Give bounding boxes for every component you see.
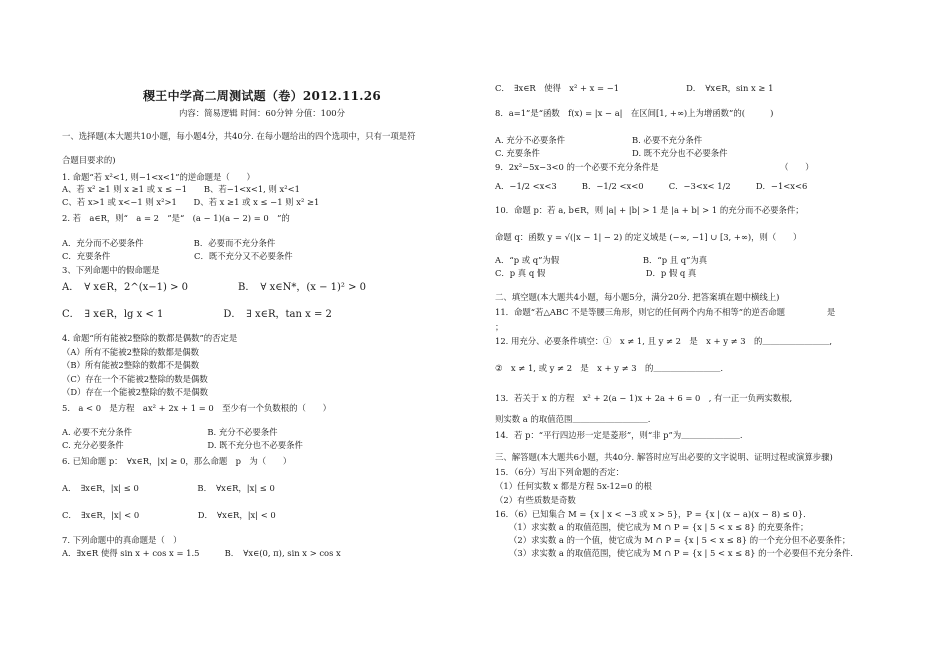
question-10-proposition-p: 10．命题 p：若 a, b∈R，则 |a| + |b| > 1 是 |a + b| > 1 的充分而不必要条件；: [495, 205, 804, 215]
section-2-heading: 二、填空题(本大题共4小题，每小题5分，满分20分. 把答案填在题中横线上): [495, 292, 780, 302]
question-1-options-cd: C、若 x>1 或 x<−1 则 x²>1 D、若 x ≥1 或 x ≤ −1 则 x² ≥1: [62, 197, 320, 207]
question-7: 7. 下列命题中的真命题是（ ）: [62, 535, 182, 545]
question-8: 8．a=1”是“函数 f(x) = |x − a| 在区间[1, +∞)上为增函数”的( ): [495, 108, 774, 118]
question-12-part-1: 12. 用充分、必要条件填空：① x ≠ 1, 且 y ≠ 2 是 x + y ≠ 3 的＿＿＿＿＿＿＿＿,: [495, 336, 833, 346]
question-4-option-d: （D）存在一个能被2整除的数不是偶数: [62, 387, 209, 397]
question-16: 16．（6）已知集合 M = {x | x < −3 或 x > 5}，P = {x | (x − a)(x − 8) ≤ 0}．: [495, 509, 812, 519]
question-2: 2. 若 a∈R，则“ a = 2 ”是“ (a − 1)(a − 2) = 0 ”的: [62, 213, 290, 223]
question-16-part-1: （1）求实数 a 的取值范围，使它成为 M ∩ P = {x | 5 < x ≤ 8} 的充要条件；: [509, 522, 809, 532]
question-1: 1. 命题“若 x²<1, 则−1<x<1”的逆命题是（ ）: [62, 172, 255, 182]
question-5-options-cd: C. 充分必要条件 D. 既不充分也不必要条件: [62, 440, 303, 450]
question-9: 9．2x²−5x−3<0 的一个必要不充分条件是 （ ）: [495, 162, 814, 172]
question-6: 6. 已知命题 p： ∀x∈R，|x| ≥ 0，那么命题 p 为（ ）: [62, 456, 292, 466]
question-1-options-ab: A、若 x² ≥1 则 x ≥1 或 x ≤ −1 B、若−1<x<1, 则 x²<1: [62, 184, 300, 194]
question-16-part-2: （2）求实数 a 的一个值，使它成为 M ∩ P = {x | 5 < x ≤ 8} 的一个充分但不必要条件；: [509, 535, 851, 545]
question-4-option-c: （C）存在一个不能被2整除的数是偶数: [62, 374, 208, 384]
question-13: 13．若关于 x 的方程 x² + 2(a − 1)x + 2a + 6 = 0 , 有一正一负两实数根,: [495, 393, 793, 403]
question-7-options-ab: A．∃x∈R 使得 sin x + cos x = 1.5 B． ∀x∈(0, π), sin x > cos x: [62, 548, 341, 558]
question-12-part-2: ② x ≠ 1, 或 y ≠ 2 是 x + y ≠ 3 的＿＿＿＿＿＿＿＿.: [495, 363, 724, 373]
question-11-cont: ；: [495, 322, 504, 332]
question-3: 3、下列命题中的假命题是: [62, 265, 160, 275]
question-2-options-cd: C．充要条件 C．既不充分又不必要条件: [62, 251, 293, 261]
question-3-options-ab: A． ∀ x∈R，2^(x−1) > 0 B． ∀ x∈N*，(x − 1)² > 0: [62, 282, 367, 293]
question-10-proposition-q: 命题 q：函数 y = √(|x − 1| − 2) 的定义域是 (−∞, −1] ∪ [3, +∞)，则（ ）: [495, 232, 802, 242]
question-4-option-a: （A）所有不能被2整除的数都是偶数: [62, 347, 200, 357]
question-3-options-cd: C． ∃ x∈R，lg x < 1 D． ∃ x∈R，tan x = 2: [62, 309, 332, 320]
question-8-options-ab: A. 充分不必要条件 B. 必要不充分条件: [495, 135, 703, 145]
question-15-item-2: （2）有些质数是奇数: [495, 495, 576, 505]
section-1-heading-cont: 合题目要求的): [62, 155, 116, 165]
question-5-options-ab: A. 必要不充分条件 B. 充分不必要条件: [62, 427, 278, 437]
question-5: 5. a < 0 是方程 ax² + 2x + 1 = 0 至少有一个负数根的（ ）: [62, 403, 331, 413]
question-2-options-ab: A．充分而不必要条件 B．必要而不充分条件: [62, 238, 276, 248]
question-16-part-3: （3）求实数 a 的取值范围，使它成为 M ∩ P = {x | 5 < x ≤ 8} 的一个必要但不充分条件.: [509, 548, 853, 558]
question-6-options-cd: C． ∃x∈R，|x| < 0 D． ∀x∈R，|x| < 0: [62, 510, 276, 520]
question-15: 15．（6分）写出下列命题的否定：: [495, 467, 625, 477]
question-6-options-ab: A． ∃x∈R，|x| ≤ 0 B． ∀x∈R，|x| ≤ 0: [62, 483, 275, 493]
question-4: 4. 命题“所有能被2整除的数都是偶数”的否定是: [62, 333, 238, 343]
section-1-heading: 一、选择题(本大题共10小题，每小题4分，共40分. 在每小题给出的四个选项中，只有一项是符: [62, 131, 416, 141]
question-10-options-cd: C．p 真 q 假 D．p 假 q 真: [495, 268, 697, 278]
page-title: 稷王中学高二周测试题（卷）2012.11.26: [142, 89, 382, 103]
section-3-heading: 三、解答题(本大题共6小题，共40分. 解答时应写出必要的文字说明、证明过程或演算步骤): [495, 452, 833, 462]
question-9-options: A．−1/2 <x<3 B．−1/2 <x<0 C．−3<x< 1/2 D．−1<x<6: [495, 181, 808, 191]
question-10-options-ab: A．“p 或 q”为假 B．“p 且 q”为真: [495, 255, 708, 265]
question-7-options-cd: C． ∃x∈R 使得 x² + x = −1 D． ∀x∈R，sin x ≥ 1: [495, 83, 774, 93]
question-11: 11．命题“若△ABC 不是等腰三角形，则它的任何两个内角不相等”的逆否命题 是: [495, 307, 836, 317]
question-14: 14．若 p：“平行四边形一定是菱形”，则“非 p”为＿＿＿＿＿＿＿.: [495, 430, 743, 440]
question-15-item-1: （1）任何实数 x 都是方程 5x-12=0 的根: [495, 481, 652, 491]
question-4-option-b: （B）所有能被2整除的数都不是偶数: [62, 360, 200, 370]
question-8-options-cd: C. 充要条件 D. 既不充分也不必要条件: [495, 148, 728, 158]
exam-info: 内容：简易逻辑 时间：60分钟 分值：100分: [179, 108, 345, 118]
question-13-cont: 则实数 a 的取值范围＿＿＿＿＿＿＿＿＿.: [495, 414, 651, 424]
